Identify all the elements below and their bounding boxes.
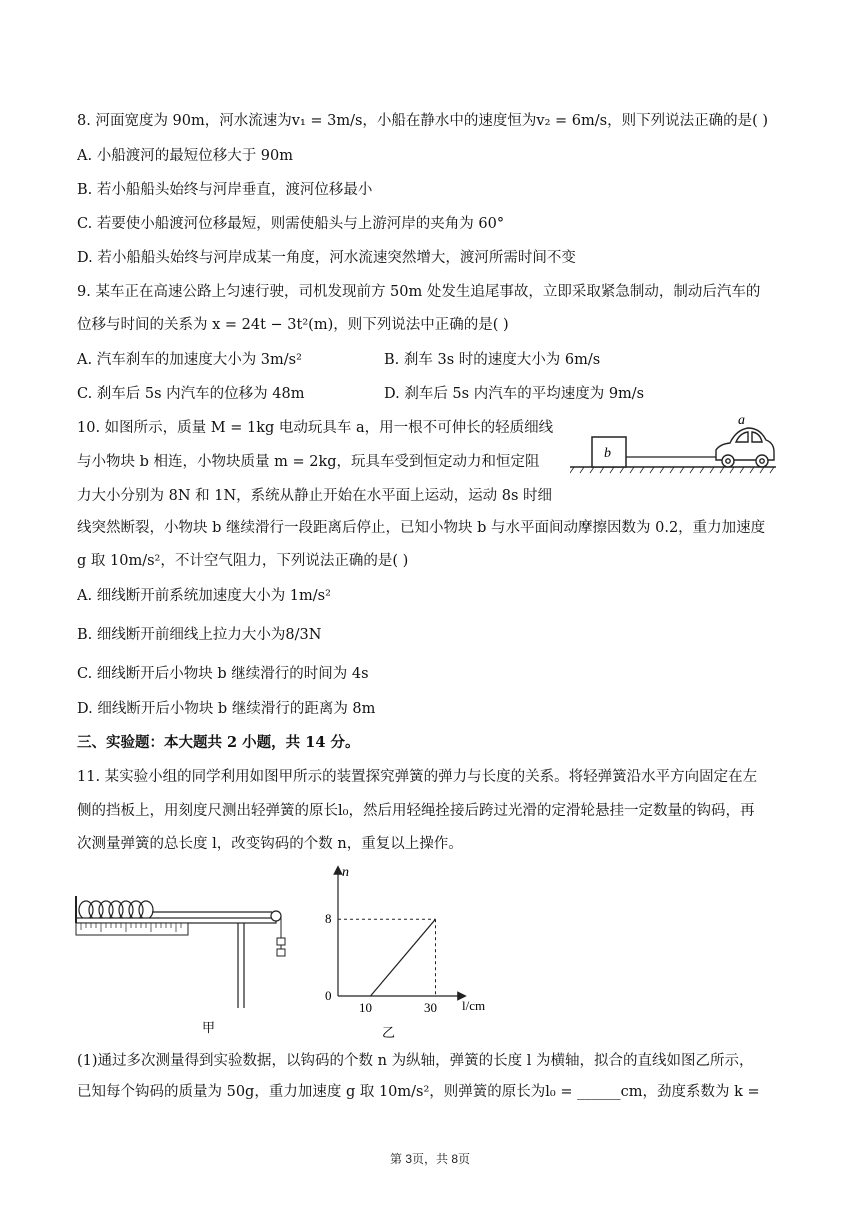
toy-car-a (716, 428, 774, 467)
hook-weight-1 (277, 938, 285, 945)
q8-stem: 8. 河面宽度为 90m，河水流速为v₁ = 3m/s，小船在静水中的速度恒为v₂ = 6m/s，则下列说法正确的是( ) (77, 113, 769, 129)
q10-stem-line4: 线突然断裂，小物块 b 继续滑行一段距离后停止，已知小物块 b 与水平面间动摩擦因数为 0.2，重力加速度 (77, 520, 766, 536)
q11-figure-jia (72, 890, 292, 1040)
x-tick-10: 10 (359, 1000, 372, 1015)
q11-stem-line3: 次测量弹簧的总长度 l，改变钩码的个数 n，重复以上操作。 (77, 836, 463, 852)
y-axis-label: n (342, 865, 349, 880)
q8-option-d: D. 若小船船头始终与河岸成某一角度，河水流速突然增大，渡河所需时间不变 (77, 250, 576, 266)
q10-stem-line5: g 取 10m/s²，不计空气阻力，下列说法正确的是( ) (77, 553, 409, 569)
q11-stem-line1: 11. 某实验小组的同学利用如图甲所示的装置探究弹簧的弹力与长度的关系。将轻弹簧沿水平方向固定在左 (77, 769, 758, 785)
q10-option-b: B. 细线断开前细线上拉力大小为8/3N (77, 627, 322, 643)
q10-option-c: C. 细线断开后小物块 b 继续滑行的时间为 4s (77, 666, 369, 682)
block-b-label: b (604, 446, 611, 461)
q8-option-a: A. 小船渡河的最短位移大于 90m (77, 148, 293, 164)
q10-stem-line3: 力大小分别为 8N 和 1N，系统从静止开始在水平面上运动，运动 8s 时细 (77, 488, 553, 504)
q9-option-a: A. 汽车刹车的加速度大小为 3m/s² (77, 352, 302, 368)
q11-part1-line2: 已知每个钩码的质量为 50g，重力加速度 g 取 10m/s²，则弹簧的原长为l₀ = ______cm，劲度系数为 k = (77, 1084, 760, 1100)
section-3-heading: 三、实验题：本大题共 2 小题，共 14 分。 (77, 734, 360, 751)
figure-yi-label: 乙 (382, 1025, 396, 1040)
q11-figure-yi (312, 860, 512, 1045)
q9-option-d: D. 刹车后 5s 内汽车的平均速度为 9m/s (384, 386, 645, 402)
q10-stem-line2: 与小物块 b 相连，小物块质量 m = 2kg，玩具车受到恒定动力和恒定阻 (77, 454, 540, 470)
x-tick-30: 30 (424, 1000, 437, 1015)
q11-part1-line1: (1)通过多次测量得到实验数据，以钩码的个数 n 为纵轴，弹簧的长度 l 为横轴，拟合的直线如图乙所示， (77, 1053, 754, 1069)
ground-hatch (570, 467, 774, 473)
figure-jia-label: 甲 (202, 1020, 216, 1035)
hook-weight-2 (277, 949, 285, 956)
pulley (271, 911, 281, 921)
q9-stem-line2: 位移与时间的关系为 x = 24t − 3t²(m)，则下列说法中正确的是( ) (77, 317, 509, 333)
page-footer: 第 3页，共 8页 (389, 1152, 471, 1166)
series-line-segment (371, 919, 436, 996)
table-leg (238, 923, 244, 1008)
q10-figure (570, 410, 780, 480)
q10-option-d: D. 细线断开后小物块 b 继续滑行的距离为 8m (77, 701, 376, 717)
q10-stem-line1: 10. 如图所示，质量 M = 1kg 电动玩具车 a，用一根不可伸长的轻质细线 (77, 420, 554, 436)
q9-stem-line1: 9. 某车正在高速公路上匀速行驶，司机发现前方 50m 处发生追尾事故，立即采取紧急制动，制动后汽车的 (77, 284, 761, 300)
fitted-line (371, 919, 436, 996)
q9-option-c: C. 刹车后 5s 内汽车的位移为 48m (77, 386, 305, 402)
x-axis-label: l/cm (462, 998, 486, 1013)
q9-option-b: B. 刹车 3s 时的速度大小为 6m/s (384, 352, 601, 368)
spring (79, 901, 153, 919)
toy-car-label: a (738, 413, 745, 428)
y-tick-8: 8 (325, 911, 332, 926)
q10-option-a: A. 细线断开前系统加速度大小为 1m/s² (77, 588, 331, 604)
dashed-guides (338, 919, 436, 996)
y-tick-0: 0 (325, 988, 332, 1003)
q8-option-c: C. 若要使小船渡河位移最短，则需使船头与上游河岸的夹角为 60° (77, 216, 505, 232)
q8-option-b: B. 若小船船头始终与河岸垂直，渡河位移最小 (77, 182, 373, 198)
q11-stem-line2: 侧的挡板上，用刻度尺测出轻弹簧的原长l₀，然后用轻绳拴接后跨过光滑的定滑轮悬挂一定数量的钩码，再 (77, 803, 755, 819)
table-top (76, 918, 276, 923)
